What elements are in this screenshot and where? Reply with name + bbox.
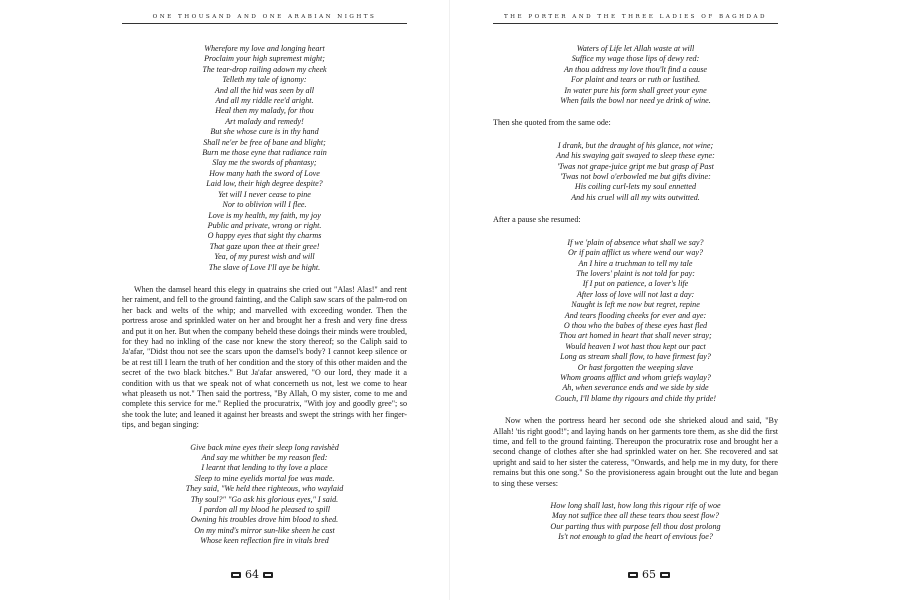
verse-line: I pardon all my blood he pleased to spill: [199, 505, 330, 515]
verse-line: I drank, but the draught of his glance, not wine;: [557, 140, 714, 150]
verse-line: And tears flooding cheeks for ever and aye:: [564, 310, 707, 320]
prose-block-2: [493, 215, 778, 225]
verse-line: O thou who the babes of these eyes hast fled: [563, 320, 708, 330]
right-page-body: [493, 44, 778, 543]
verse-line: Nor to oblivion will I flee.: [222, 200, 307, 210]
verse-line: Couch, I'll blame thy rigours and chide thy pride!: [554, 393, 717, 403]
left-page-body: [122, 44, 407, 547]
verse-line: 'Twas not grape-juice gript me but grasp of Past: [557, 161, 714, 171]
verse-line: Slay me the swords of phantasy;: [212, 158, 317, 168]
verse-line: Art malady and remedy!: [225, 116, 304, 126]
verse-line: Yet will I never cease to pine: [218, 189, 311, 199]
prose-paragraph: When the damsel heard this elegy in quatrains she cried out "Alas! Alas!" and rent her raiment, and fell to the ground fainting, and the Caliph saw scars of the palm-rod on her back and welts of the whip; and marvelled with exceeding wonder. Then the portress arose and sprinkled water on her and brought her a fresh and very fine dress and put it on her. But when the company beheld these doings their minds were troubled, for they had no inkling of the case nor knew the story thereof; so the Caliph said to Ja'afar, "Didst thou not see the scars upon the damsel's body? I cannot keep silence or be at rest till I learn the truth of her condition and the story of this other maiden and the secret of the two black bitches." But Ja'afar answered, "O our lord, they made it a condition with us that we speak not of what concerneth us not, lest we come to hear what pleaseth us not." Then said the portress, "By Allah, O my sister, come to me and complete this service for me." Replied the procuratrix, "With joy and goodly gree"; so she took the lute; and leaned it against her breasts and swept the strings with her finger-tips, and began singing:: [122, 284, 407, 430]
verse-line: His coiling curl-lets my soul ennetted: [574, 182, 697, 192]
verse-line: Public and private, wrong or right.: [207, 220, 322, 230]
verse-line: Whom groans afflict and whom griefs waylay?: [560, 372, 711, 382]
verse-line: Thou art homed in heart that shall never stray;: [559, 331, 712, 341]
verse-line: Love is my health, my faith, my joy: [208, 210, 321, 220]
verse-line: Heal then my malady, for thou: [215, 106, 314, 116]
verse-line: And his swaying gait swayed to sleep these eyne:: [556, 151, 715, 161]
verse-line: Shall ne'er be free of bane and blight;: [203, 137, 326, 147]
verse-line: Whose keen reflection fire in vitals bred: [200, 536, 329, 546]
ornament-icon: [628, 572, 638, 578]
verse-line: And all the hid was seen by all: [214, 85, 315, 95]
verse-line: An I hire a truchman to tell my tale: [578, 258, 693, 268]
verse-line: Thy soul?" "Go ask his glorious eyes," I said.: [190, 494, 339, 504]
verse-line: O happy eyes that sight thy charms: [207, 231, 322, 241]
page-number-text: 64: [245, 568, 259, 581]
verse-line: Give back mine eyes their sleep long ravishèd: [190, 442, 339, 452]
verse-line: The slave of Love I'll aye be hight.: [208, 262, 321, 272]
running-header-left: ONE THOUSAND AND ONE ARABIAN NIGHTS: [152, 14, 377, 20]
verse-block-2: [122, 443, 407, 547]
page-number-text: 65: [642, 568, 656, 581]
ornament-icon: [263, 572, 273, 578]
verse-block-1: [122, 44, 407, 273]
verse-line: I learnt that lending to thy love a place: [201, 463, 328, 473]
verse-line: And his cruel will all my wits outwitted.: [571, 192, 700, 202]
running-header-right: THE PORTER AND THE THREE LADIES OF BAGHDAD: [503, 14, 768, 20]
verse-line: How long shall last, how long this rigour rife of woe: [550, 501, 721, 511]
verse-line: Owning his troubles drove him blood to shed.: [190, 515, 339, 525]
verse-block-4: [493, 501, 778, 543]
verse-line: Telleth my tale of ignomy:: [222, 75, 307, 85]
ornament-icon: [660, 572, 670, 578]
verse-block-3: [493, 238, 778, 405]
verse-line: The tear-drop railing adown my cheek: [202, 64, 327, 74]
page-number-right: [628, 568, 670, 581]
header-rule-right: [493, 23, 778, 24]
verse-line: But she whose cure is in thy hand: [210, 127, 319, 137]
verse-line: Ah, when severance ends and we side by side: [562, 383, 709, 393]
verse-line: Is't not enough to glad the heart of envious foe?: [558, 532, 713, 542]
right-page: [450, 0, 900, 600]
verse-line: Proclaim your high supremest might;: [204, 54, 325, 64]
verse-block-1: [493, 44, 778, 106]
verse-line: That gaze upon thee at their gree!: [209, 241, 320, 251]
verse-line: After loss of love will not last a day:: [576, 289, 695, 299]
verse-line: They said, "We held thee righteous, who waylaid: [185, 484, 344, 494]
header-rule-left: [122, 23, 407, 24]
page-number-left: [231, 568, 273, 581]
verse-line: May not suffice thee all these tears thou seest flow?: [551, 511, 720, 521]
verse-line: Laid low, their high degree despite?: [206, 179, 323, 189]
verse-line: And all my riddle ree'd aright.: [215, 96, 314, 106]
verse-line: On my mind's mirror sun-like sheen he cast: [194, 525, 335, 535]
verse-line: If I put on patience, a lover's life: [582, 279, 689, 289]
verse-line: Our parting thus with purpose fell thou dost prolong: [550, 521, 721, 531]
prose-block: [122, 285, 407, 431]
prose-block-1: [493, 118, 778, 128]
verse-line: Long as stream shall flow, to have firmest fay?: [560, 352, 711, 362]
verse-line: The lovers' plaint is not told for pay:: [576, 268, 695, 278]
prose-paragraph: After a pause she resumed:: [493, 215, 581, 225]
verse-line: Yea, of my purest wish and will: [214, 252, 315, 262]
verse-line: How many hath the sword of Love: [209, 168, 320, 178]
verse-line: Burn me those eyne that radiance rain: [202, 148, 327, 158]
verse-line: Waters of Life let Allah waste at will: [576, 44, 695, 53]
ornament-icon: [231, 572, 241, 578]
verse-line: If we 'plain of absence what shall we say?: [567, 237, 704, 247]
verse-line: Or hast forgotten the weeping slave: [577, 362, 694, 372]
verse-line: When fails the bowl nor need ye drink of wine.: [560, 96, 711, 106]
verse-line: An thou address my love thou'lt find a cause: [563, 64, 708, 74]
verse-line: Would heaven I wot hast thou kept our pact: [565, 341, 706, 351]
verse-line: Naught is left me now but regret, repine: [571, 300, 700, 310]
prose-paragraph: Now when the portress heard her second ode she shrieked aloud and said, "By Allah! 'tis right good!"; and laying hands on her garments tore them, as she did the first time, and fell to the ground fainting. Thereupon the procuratrix rose and brought her a second change of clothes after she had sprinkled water on her. She recovered and sat upright and said to her sister the cateress, "Onwards, and help me in my duty, for there remains but this one song." So the provisioneress again brought out the lute and began to sing these verses:: [493, 416, 778, 488]
prose-paragraph: Then she quoted from the same ode:: [493, 118, 611, 128]
verse-line: Suffice my wage those lips of dewy red:: [571, 54, 700, 64]
verse-line: Sleep to mine eyelids mortal foe was made.: [194, 473, 335, 483]
verse-line: And say me whither be my reason fled:: [201, 453, 328, 463]
verse-line: For plaint and tears or ruth or lustihed.: [570, 75, 701, 85]
verse-line: In water pure his form shall greet your eyne: [564, 85, 707, 95]
verse-line: Or if pain afflict us where wend our way?: [567, 248, 704, 258]
verse-line: Wherefore my love and longing heart: [204, 44, 325, 53]
verse-block-2: [493, 141, 778, 203]
prose-block-3: [493, 416, 778, 489]
verse-line: 'Twas not bowl o'erbowled me but gifts divine:: [560, 172, 711, 182]
